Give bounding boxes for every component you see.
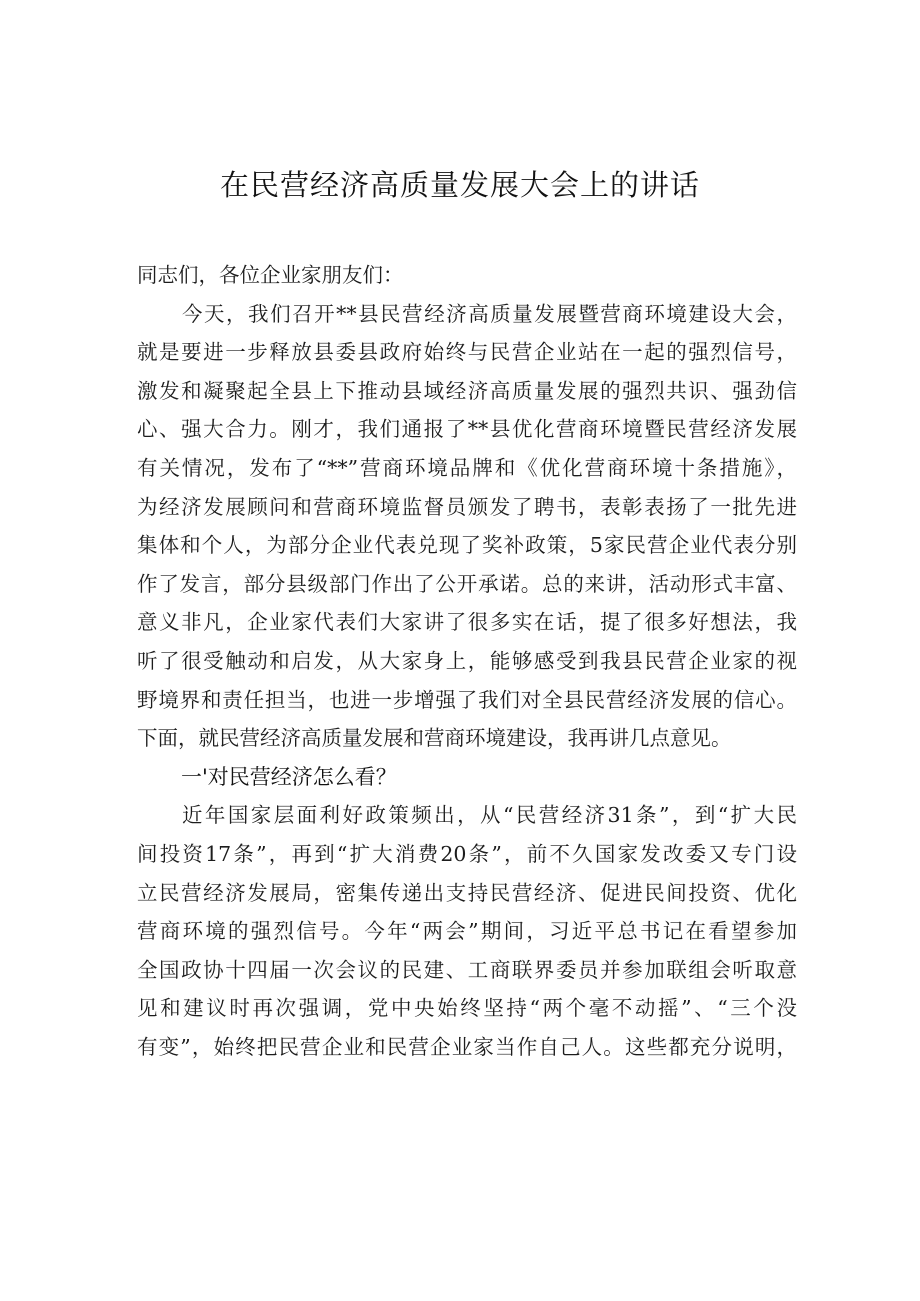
section-heading: 一'对民营经济怎么看？ <box>181 764 397 789</box>
paragraph-line: 近年国家层面利好政策频出，从“民营经济31条”，到“扩大民 <box>182 803 797 828</box>
document-body <box>137 256 797 1066</box>
paragraph-line: 野境界和责任担当，也进一步增强了我们对全县民营经济发展的信心。 <box>137 687 797 712</box>
paragraph-line: 有关情况，发布了“**”营商环境品牌和《优化营商环境十条措施》， <box>137 455 797 480</box>
paragraph-line: 今天，我们召开**县民营经济高质量发展暨营商环境建设大会， <box>182 301 797 326</box>
document-title: 在民营经济高质量发展大会上的讲话 <box>219 168 700 202</box>
paragraph-line: 听了很受触动和启发，从大家身上，能够感受到我县民营企业家的视 <box>137 648 797 673</box>
greeting-line: 同志们，各位企业家朋友们： <box>137 263 404 287</box>
paragraph-line: 意义非凡，企业家代表们大家讲了很多实在话，提了很多好想法，我 <box>137 610 797 635</box>
paragraph-line: 间投资17条”，再到“扩大消费20条”，前不久国家发改委又专门设 <box>137 841 797 866</box>
paragraph-line: 有变”，始终把民营企业和民营企业家当作自己人。这些都充分说明， <box>137 1034 797 1059</box>
paragraph-line: 就是要进一步释放县委县政府始终与民营企业站在一起的强烈信号， <box>137 340 797 365</box>
paragraph-line: 下面，就民营经济高质量发展和营商环境建设，我再讲几点意见。 <box>137 726 732 751</box>
paragraph-line: 作了发言，部分县级部门作出了公开承诺。总的来讲，活动形式丰富、 <box>137 571 797 596</box>
paragraph-line: 激发和凝聚起全县上下推动县域经济高质量发展的强烈共识、强劲信 <box>137 378 797 403</box>
paragraph-line: 为经济发展顾问和营商环境监督员颁发了聘书，表彰表扬了一批先进 <box>137 494 797 519</box>
paragraph-line: 营商环境的强烈信号。今年“两会”期间，习近平总书记在看望参加 <box>137 919 797 944</box>
paragraph-line: 全国政协十四届一次会议的民建、工商联界委员并参加联组会听取意 <box>137 957 797 982</box>
paragraph-line: 见和建议时再次强调，党中央始终坚持“两个毫不动摇”、“三个没 <box>137 996 797 1021</box>
paragraph-line: 立民营经济发展局，密集传递出支持民营经济、促进民间投资、优化 <box>137 880 797 905</box>
paragraph-line: 心、强大合力。刚才，我们通报了**县优化营商环境暨民营经济发展 <box>137 417 797 442</box>
paragraph-line: 集体和个人，为部分企业代表兑现了奖补政策，5家民营企业代表分别 <box>137 533 797 558</box>
